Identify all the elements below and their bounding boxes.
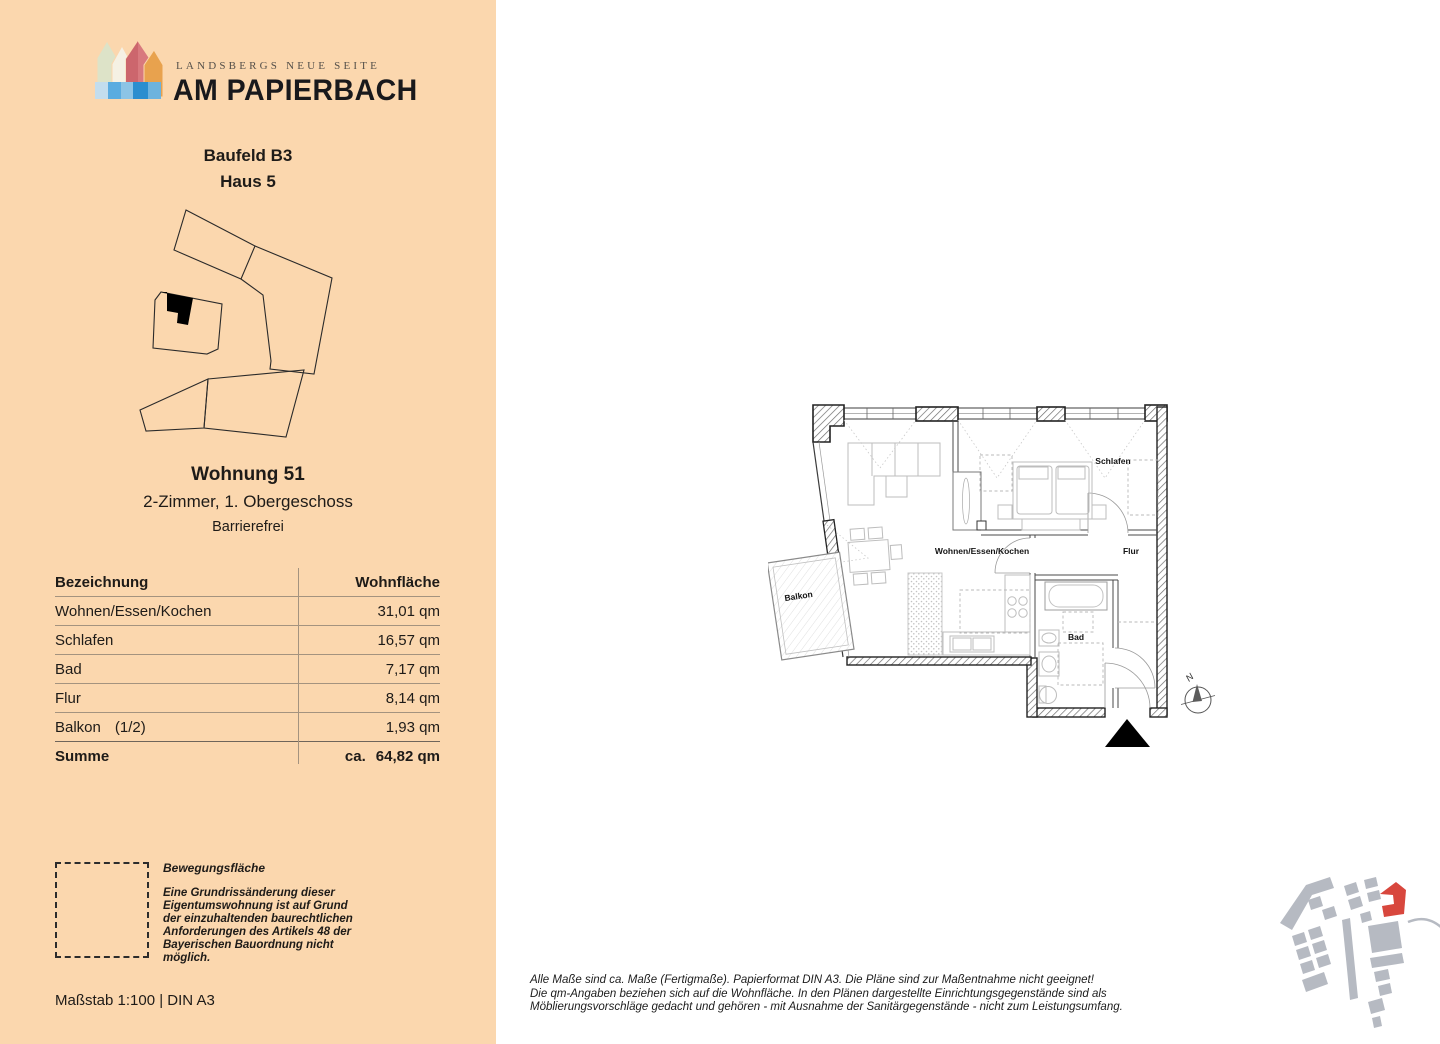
apartment-subtitle: 2-Zimmer, 1. Obergeschoss <box>143 492 353 511</box>
row-value: 16,57 qm <box>377 631 440 649</box>
total-value: 64,82 qm <box>375 747 440 765</box>
table-row <box>55 713 440 742</box>
row-value: 31,01 qm <box>377 602 440 620</box>
footer-line: Die qm-Angaben beziehen sich auf die Wohnfläche. In den Plänen dargestellte Einrichtungsgegenstände sind als <box>530 987 1107 1000</box>
haus-label: Haus 5 <box>220 172 276 191</box>
north-compass-icon <box>1181 671 1215 713</box>
area-table <box>55 568 440 770</box>
table-column-divider <box>298 568 299 764</box>
row-label: Wohnen/Essen/Kochen <box>55 602 212 620</box>
table-row <box>55 655 440 684</box>
brand-tagline: LANDSBERGS NEUE SEITE <box>176 60 381 72</box>
col-header-wohnflaeche: Wohnfläche <box>355 573 440 591</box>
row-note: (1/2) <box>114 718 146 736</box>
table-header-row <box>55 568 440 597</box>
apartment-feature: Barrierefrei <box>212 519 284 535</box>
row-value: 1,93 qm <box>385 718 440 736</box>
row-label: Balkon <box>55 718 101 736</box>
balcony-label: Balkon <box>783 588 814 604</box>
footer-line: Alle Maße sind ca. Maße (Fertigmaße). Papierformat DIN A3. Die Pläne sind zur Maßentnahme nicht geeignet! <box>530 974 1094 986</box>
row-label: Flur <box>55 689 81 707</box>
brand-name: AM PAPIERBACH <box>173 74 418 107</box>
legend-note: Eine Grundrissänderung dieser Eigentumswohnung ist auf Grund der einzuhaltenden baurechtlichen Anforderungen des Artikels 48 der Bayerischen Bauordnung nicht möglich. <box>163 887 353 964</box>
footer-line: Möblierungsvorschläge gedacht und gehören - mit Ausnahme der Sanitärgegenstände - nicht zum Leistungsumfang. <box>530 1001 1123 1013</box>
row-value: 8,14 qm <box>385 689 440 707</box>
info-panel <box>0 0 496 1044</box>
balcony <box>768 552 854 660</box>
col-header-bezeichnung: Bezeichnung <box>55 573 149 591</box>
total-label: Summe <box>55 747 110 765</box>
table-row <box>55 626 440 655</box>
table-total-row <box>55 742 440 770</box>
site-map-logo <box>1272 868 1440 1044</box>
legend-title: Bewegungsfläche <box>163 861 266 875</box>
north-label: N <box>1183 671 1197 685</box>
site-map-logo-highlight <box>1380 882 1406 917</box>
sleeping-label: Schlafen <box>1095 456 1131 466</box>
total-prefix: ca. <box>344 747 366 765</box>
footer-disclaimer <box>530 974 1123 1015</box>
site-plan <box>118 196 380 448</box>
apartment-title: Wohnung 51 <box>191 464 305 485</box>
outer-walls <box>813 405 1167 717</box>
row-label: Bad <box>55 660 82 678</box>
baufeld-label: Baufeld B3 <box>203 146 293 165</box>
floor-plan <box>768 392 1240 764</box>
table-row <box>55 684 440 713</box>
living-label: Wohnen/Essen/Kochen <box>934 546 1030 556</box>
entrance-triangle-icon <box>1105 719 1150 747</box>
bewegungsflaeche-legend-swatch <box>55 862 149 958</box>
scale-note: Maßstab 1:100 | DIN A3 <box>55 992 215 1009</box>
row-label: Schlafen <box>55 631 114 649</box>
bath-label: Bad <box>1067 632 1085 642</box>
hall-label: Flur <box>1122 546 1140 556</box>
row-value: 7,17 qm <box>385 660 440 678</box>
brand-houses-icon <box>95 37 163 111</box>
table-row <box>55 597 440 626</box>
